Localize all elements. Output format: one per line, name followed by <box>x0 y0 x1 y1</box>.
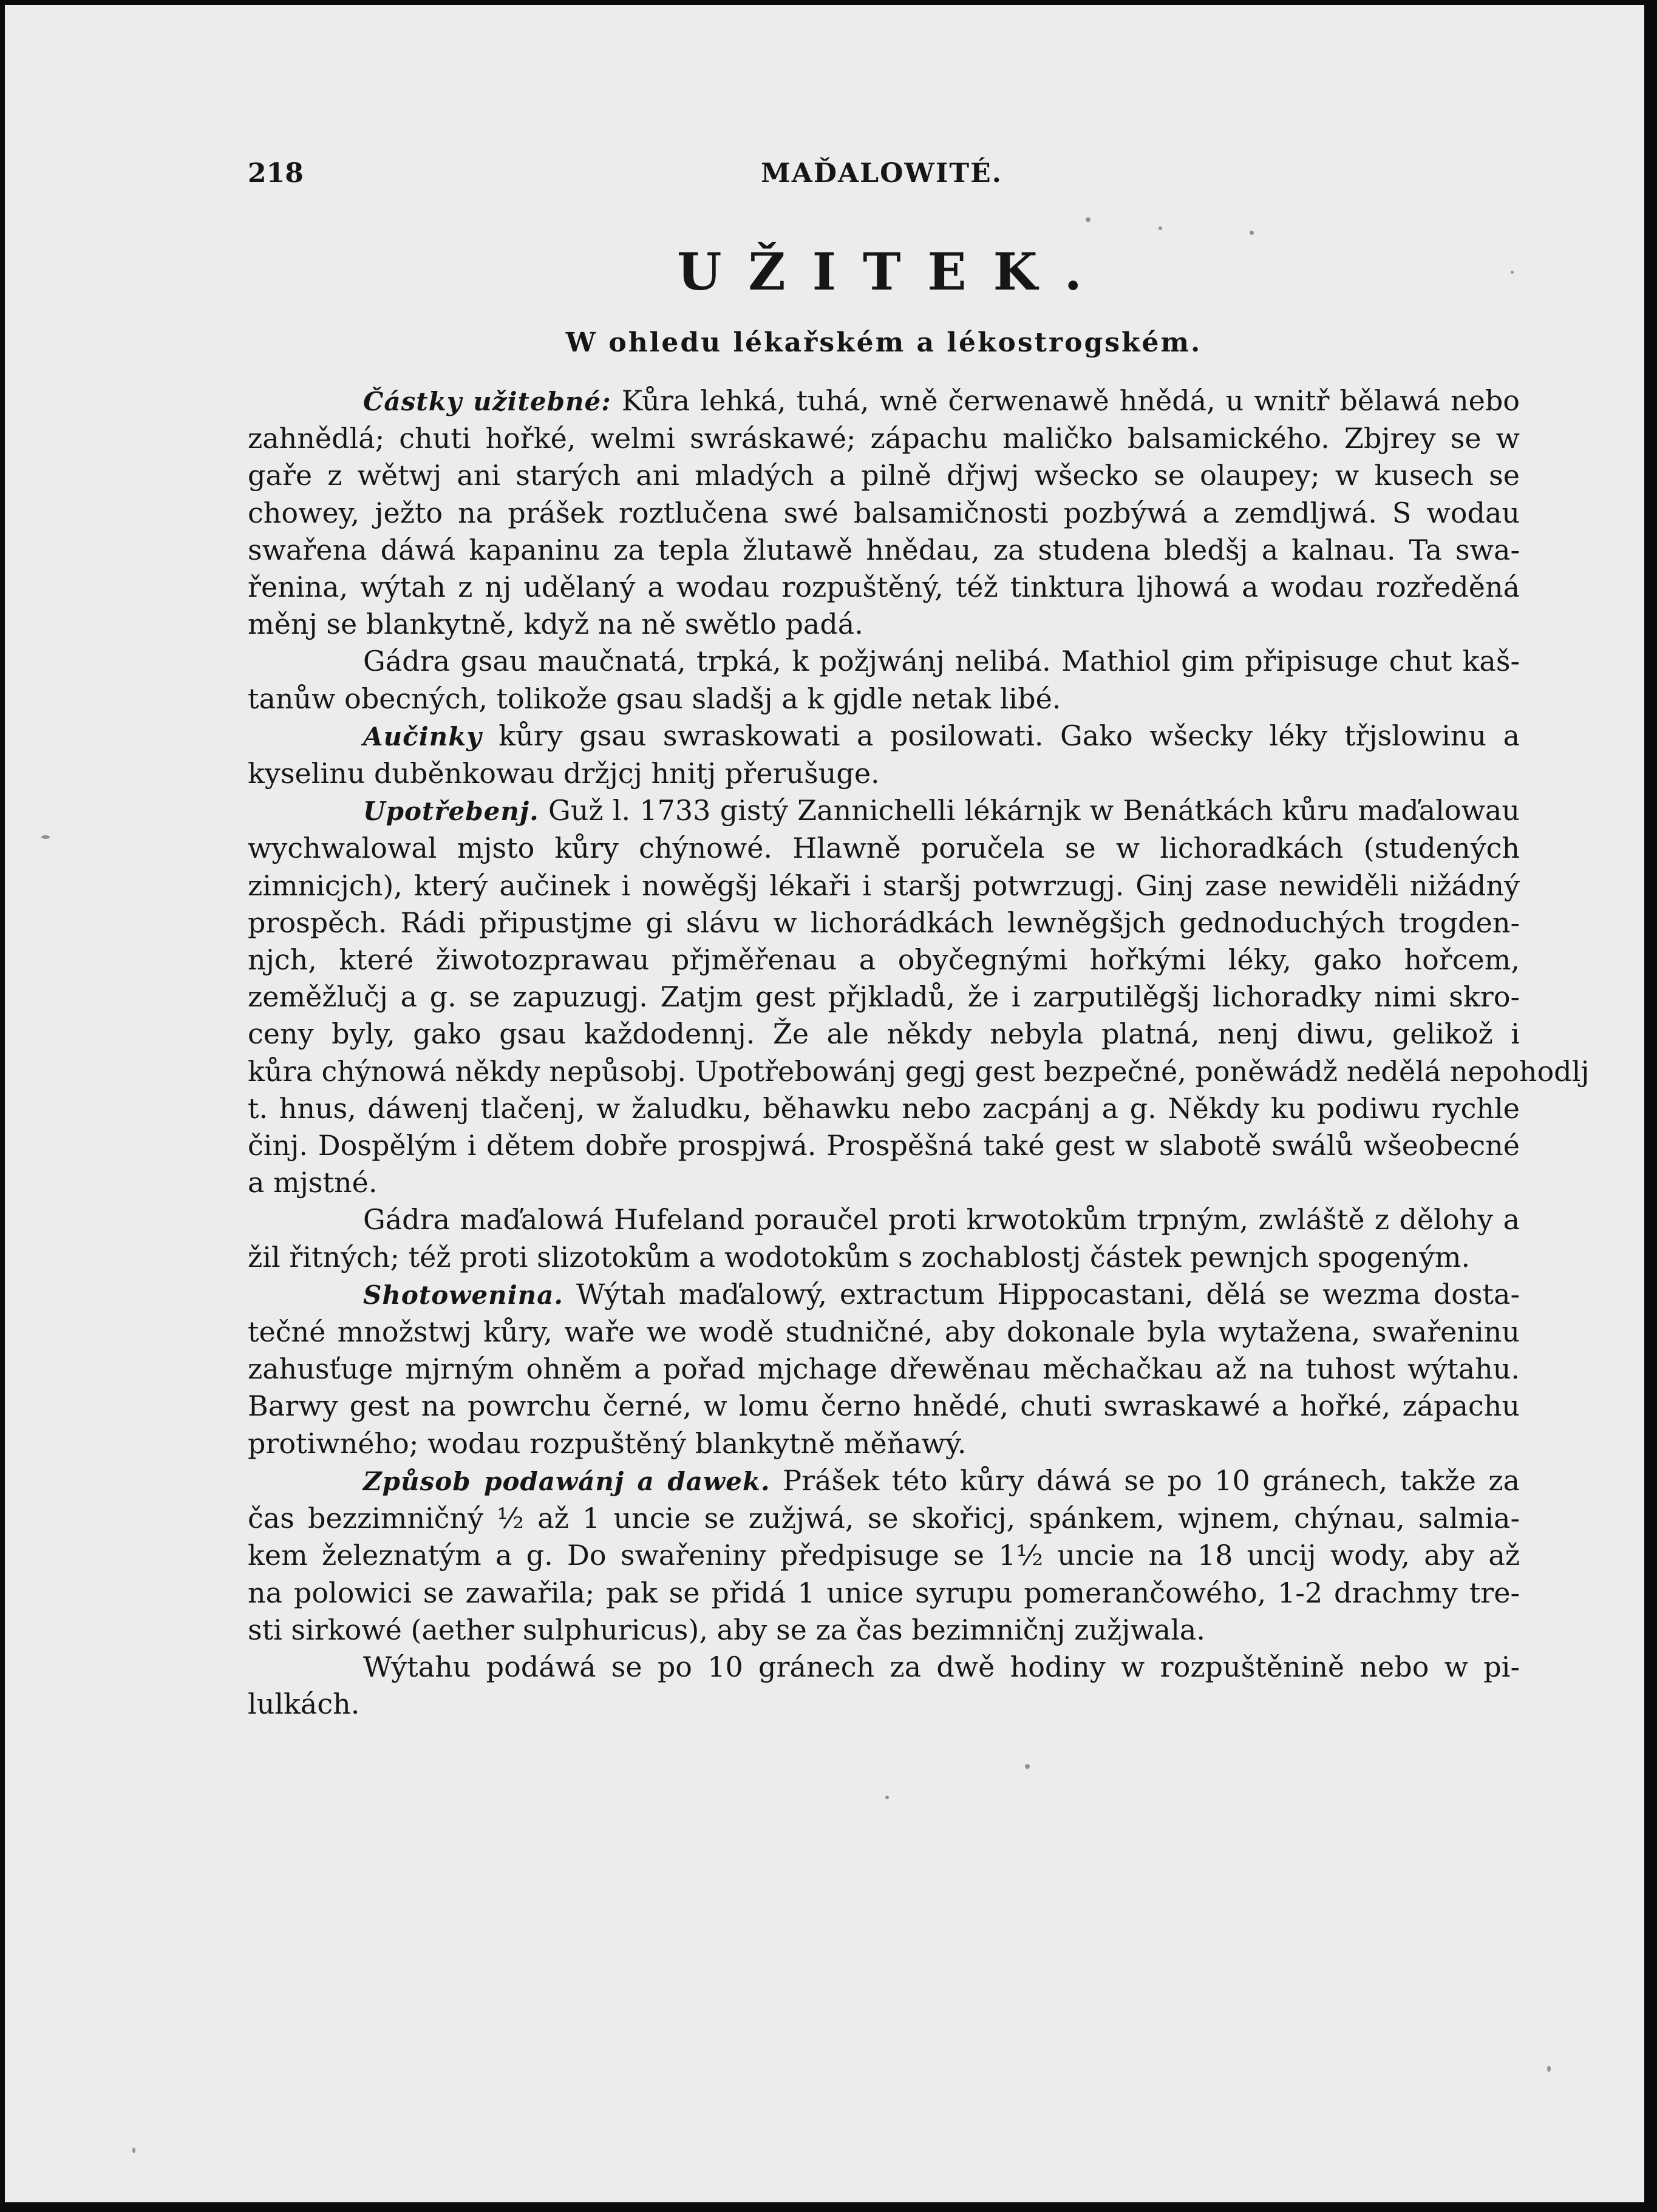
text-line <box>248 1351 1520 1388</box>
line-text: tanůw obecných, tolikože gsau sladšj a k gjdle netak libé. <box>248 682 1061 715</box>
body-text <box>248 382 1590 1723</box>
line-text: swařena dáwá kapaninu za tepla žlutawě hnědau, za studena bledšj a kalnau. Ta swa- <box>248 533 1520 566</box>
line-text: sti sirkowé (aether sulphuricus), aby se za čas bezimničnj zužjwala. <box>248 1613 1205 1646</box>
paragraph-lead: Způsob podawánj a dawek. <box>363 1466 771 1496</box>
line-text: zimnicjch), který aučinek i nowěgšj lékaři i staršj potwrzugj. Ginj zase newiděli nižádný <box>248 869 1520 902</box>
scan-speck <box>132 2148 135 2153</box>
paragraph <box>248 1649 1520 1723</box>
line-text: chowey, ježto na prášek roztlučena swé balsamičnosti pozbýwá a zemdljwá. S wodau <box>248 496 1520 529</box>
line-text: čas bezzimničný ½ až 1 uncie se zužjwá, se skořicj, spánkem, wjnem, chýnau, salmia- <box>248 1502 1520 1535</box>
text-line <box>248 718 1520 755</box>
line-text: t. hnus, dáwenj tlačenj, w žaludku, běhawku nebo zacpánj a g. Někdy ku podiwu rychle <box>248 1091 1520 1125</box>
text-line <box>248 792 1520 830</box>
line-text: zahusťuge mjrným ohněm a pořad mjchage dřewěnau měchačkau až na tuhost wýtahu. <box>248 1352 1520 1386</box>
line-text: kem železnatým a g. Do swařeniny předpisuge se 1½ uncie na 18 uncij wody, aby až <box>248 1539 1520 1572</box>
text-line <box>248 1612 1520 1649</box>
text-line <box>248 1090 1520 1127</box>
text-line <box>248 643 1520 680</box>
page-header <box>248 144 1520 193</box>
line-text: měnj se blankytně, když na ně swětlo padá. <box>248 608 863 641</box>
text-line <box>248 1276 1520 1314</box>
text-line <box>248 1164 1520 1201</box>
text-line <box>248 1500 1520 1537</box>
text-line <box>248 382 1520 420</box>
text-line <box>248 1649 1520 1686</box>
line-text: Kůra lehká, tuhá, wně čerwenawě hnědá, u wnitř bělawá nebo <box>611 384 1520 417</box>
text-line <box>248 1016 1520 1053</box>
text-line <box>248 1537 1520 1574</box>
line-text: Barwy gest na powrchu černé, w lomu černo hnědé, chuti swraskawé a hořké, zápachu <box>248 1389 1520 1423</box>
scan-speck <box>41 835 50 839</box>
line-text: řenina, wýtah z nj udělaný a wodau rozpuštěný, též tinktura ljhowá a wodau rozředěná <box>248 571 1520 604</box>
line-text: Prášek této kůry dáwá se po 10 gránech, takže za <box>770 1464 1520 1497</box>
line-text: prospěch. Rádi připustjme gi slávu w lichorádkách lewněgšjch gednoduchých trogden- <box>248 906 1520 939</box>
text-line <box>248 680 1520 718</box>
paragraph <box>248 643 1520 717</box>
line-text: lulkách. <box>248 1688 360 1721</box>
line-text: zeměžlučj a g. se zapuzugj. Zatjm gest přjkladů, že i zarputilěgšj lichoradky nimi skro- <box>248 980 1520 1014</box>
text-line <box>248 1314 1520 1351</box>
paragraph-lead: Upotřebenj. <box>363 796 539 827</box>
text-line <box>248 606 1520 643</box>
line-text: na polowici se zawařila; pak se přidá 1 unice syrupu pomerančowého, 1-2 drachmy tre- <box>248 1576 1520 1609</box>
text-line <box>248 1127 1520 1164</box>
paragraph <box>248 382 1520 643</box>
text-line <box>248 755 1520 792</box>
scan-speck <box>1025 1764 1030 1769</box>
text-line <box>248 569 1520 606</box>
paragraph <box>248 1276 1520 1462</box>
section-title: UŽITEK. <box>677 242 1109 302</box>
text-line <box>248 1462 1520 1500</box>
line-text: gaře z wětwj ani starých ani mladých a pilně dřjwj wšecko se olaupey; w kusech se <box>248 459 1520 492</box>
scan-speck <box>885 1796 889 1799</box>
line-text: Guž l. 1733 gistý Zannichelli lékárnjk w Benátkách kůru maďalowau <box>539 794 1520 827</box>
running-title: MAĎALOWITÉ. <box>761 158 1002 189</box>
line-text: zahnědlá; chuti hořké, welmi swráskawé; zápachu maličko balsamického. Zbjrey se w <box>248 422 1520 455</box>
line-text: Wýtah maďalowý, extractum Hippocastani, dělá se wezma dosta- <box>563 1277 1520 1311</box>
line-text: njch, které žiwotozprawau přjměřenau a obyčegnými hořkými léky, gako hořcem, <box>248 943 1520 977</box>
line-text: Wýtahu podáwá se po 10 gránech za dwě hodiny w rozpuštěnině nebo w pi- <box>363 1650 1520 1683</box>
line-text: žil řitných; též proti slizotokům a wodotokům s zochablostj částek pewnjch spogeným. <box>248 1240 1471 1274</box>
section-subtitle: W ohledu lékařském a lékostrogském. <box>565 327 1202 358</box>
line-text: protiwného; wodau rozpuštěný blankytně měňawý. <box>248 1427 967 1460</box>
line-text: kyselinu duběnkowau držjcj hnitj přerušuge. <box>248 757 880 790</box>
text-line <box>248 830 1520 867</box>
text-line <box>248 867 1520 904</box>
page-number: 218 <box>248 158 304 189</box>
text-line <box>248 941 1520 979</box>
text-line <box>248 1686 1520 1723</box>
paragraph-lead: Aučinky <box>363 721 482 751</box>
text-line <box>248 457 1520 494</box>
text-line <box>248 495 1520 532</box>
line-text: ceny byly, gako gsau každodennj. Že ale někdy nebyla platná, nenj diwu, gelikož i <box>248 1017 1520 1051</box>
text-line <box>248 420 1520 457</box>
paragraph-lead: Shotowenina. <box>363 1280 564 1310</box>
text-line <box>248 1239 1520 1276</box>
book-page <box>5 5 1644 2202</box>
text-line <box>248 1425 1520 1462</box>
line-text: Gádra gsau maučnatá, trpká, k požjwánj nelibá. Mathiol gim připisuge chut kaš- <box>363 645 1520 678</box>
paragraph <box>248 1462 1520 1649</box>
paragraph <box>248 1201 1520 1275</box>
text-line <box>248 1201 1520 1238</box>
text-line <box>248 1575 1520 1612</box>
paragraph-lead: Částky užitebné: <box>363 387 611 416</box>
line-text: činj. Dospělým i dětem dobře prospjwá. Prospěšná také gest w slabotě swálů wšeobecné <box>248 1129 1520 1162</box>
paragraph <box>248 792 1590 1201</box>
line-text: kůry gsau swraskowati a posilowati. Gako wšecky léky třjslowinu a <box>481 719 1520 752</box>
text-line <box>248 532 1520 569</box>
text-line <box>248 1053 1590 1090</box>
page-content <box>248 144 1590 1723</box>
line-text: Gádra maďalowá Hufeland poraučel proti krwotokům trpným, zwláště z dělohy a <box>363 1203 1520 1237</box>
text-line <box>248 904 1520 941</box>
paragraph <box>248 718 1520 792</box>
line-text: tečné množstwj kůry, waře we wodě studničné, aby dokonale byla wytažena, swařeninu <box>248 1315 1520 1349</box>
text-line <box>248 1388 1520 1425</box>
scan-speck <box>1547 2066 1551 2072</box>
text-line <box>248 979 1520 1016</box>
line-text: kůra chýnowá někdy nepůsobj. Upotřebowánj gegj gest bezpečné, poněwádž nedělá nepohodlj <box>248 1054 1590 1088</box>
line-text: a mjstné. <box>248 1166 378 1199</box>
line-text: wychwalowal mjsto kůry chýnowé. Hlawně poručela se w lichoradkách (studených <box>248 832 1520 865</box>
